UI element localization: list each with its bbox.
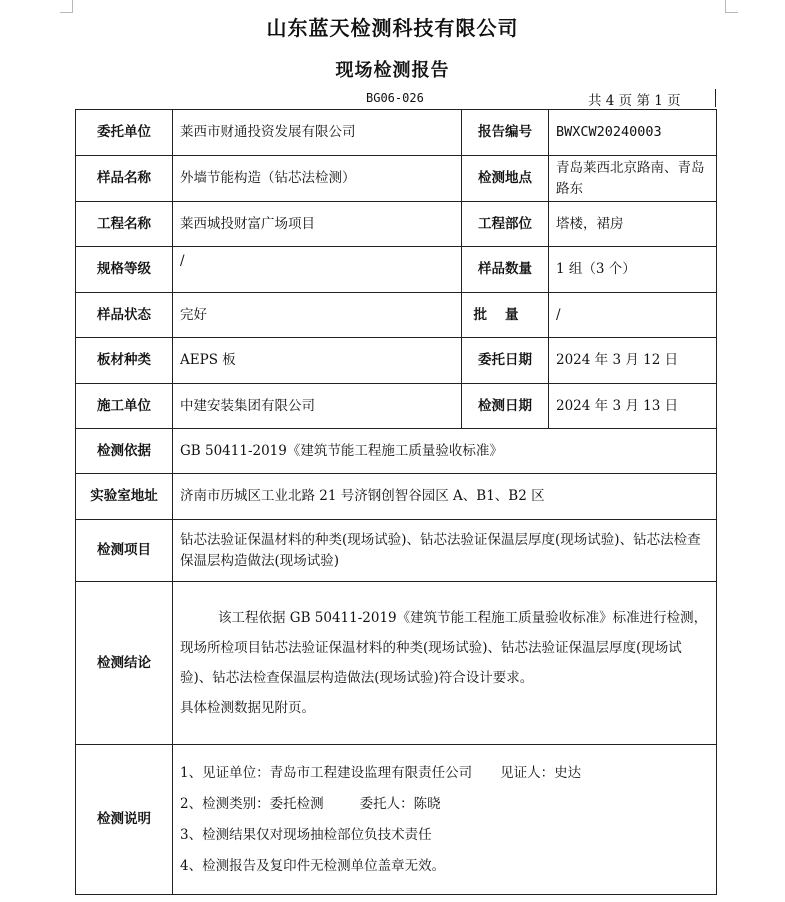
table-row	[76, 429, 717, 474]
client-value: 莱西市财通投资发展有限公司	[173, 110, 462, 156]
table-row	[76, 745, 717, 895]
conclusion-label: 检测结论	[76, 582, 173, 745]
basis-label: 检测依据	[76, 429, 173, 474]
lab-address-label: 实验室地址	[76, 474, 173, 520]
spec-label: 规格等级	[76, 247, 173, 293]
form-code: BG06-026	[366, 91, 424, 105]
entrust-date-value: 2024 年 3 月 12 日	[549, 338, 717, 384]
table-row	[76, 110, 717, 156]
board-label: 板材种类	[76, 338, 173, 384]
state-label: 样品状态	[76, 293, 173, 338]
conclusion-cell	[173, 582, 717, 745]
site-label: 检测地点	[462, 156, 549, 202]
table-row	[76, 293, 717, 338]
client-label: 委托单位	[76, 110, 173, 156]
table-row	[76, 384, 717, 429]
qty-value: 1 组（3 个）	[549, 247, 717, 293]
site-value: 青岛莱西北京路南、青岛路东	[549, 156, 717, 202]
table-row	[76, 474, 717, 520]
table-row	[76, 338, 717, 384]
table-row	[76, 247, 717, 293]
note-1-person: 见证人：史达	[500, 764, 582, 781]
table-row	[76, 156, 717, 202]
batch-value: /	[549, 293, 717, 338]
note-2-person: 委托人：陈晓	[359, 795, 441, 812]
entrust-date-label: 委托日期	[462, 338, 549, 384]
table-row	[76, 202, 717, 247]
report-no-value: BWXCW20240003	[549, 110, 717, 156]
sample-label: 样品名称	[76, 156, 173, 202]
items-label: 检测项目	[76, 520, 173, 582]
test-date-label: 检测日期	[462, 384, 549, 429]
report-no-label: 报告编号	[462, 110, 549, 156]
note-4: 4、检测报告及复印件无检测单位盖章无效。	[180, 857, 446, 874]
company-name: 山东蓝天检测科技有限公司	[266, 16, 519, 40]
note-1-unit: 1、见证单位：青岛市工程建设监理有限责任公司	[180, 764, 473, 781]
table-row	[76, 582, 717, 745]
project-label: 工程名称	[76, 202, 173, 247]
conclusion-text: 该工程依据 GB 50411-2019《建筑节能工程施工质量验收标准》标准进行检测，现场所检项目钻芯法验证保温材料的种类(现场试验)、钻芯法验证保温层厚度(现场试验)、钻芯法检查保温层构造做法(现场试验)符合设计要求。	[180, 610, 708, 686]
header-rule-tick	[715, 89, 716, 107]
note-2	[180, 789, 709, 820]
page-count: 共 4 页 第 1 页	[588, 93, 681, 109]
constructor-value: 中建安装集团有限公司	[173, 384, 462, 429]
notes-label: 检测说明	[76, 745, 173, 895]
sample-value: 外墙节能构造（钻芯法检测）	[173, 156, 462, 202]
report-title: 现场检测报告	[335, 60, 450, 81]
report-table	[75, 109, 717, 895]
items-value: 钻芯法验证保温材料的种类(现场试验)、钻芯法验证保温层厚度(现场试验)、钻芯法检查保温层构造做法(现场试验)	[173, 520, 717, 582]
batch-label: 批量	[462, 293, 549, 338]
project-value: 莱西城投财富广场项目	[173, 202, 462, 247]
notes-cell	[173, 745, 717, 895]
state-value: 完好	[173, 293, 462, 338]
lab-address-value: 济南市历城区工业北路 21 号济钢创智谷园区 A、B1、B2 区	[173, 474, 717, 520]
spec-value: /	[173, 247, 462, 293]
note-1	[180, 758, 709, 789]
table-row	[76, 520, 717, 582]
test-date-value: 2024 年 3 月 13 日	[549, 384, 717, 429]
note-3: 3、检测结果仅对现场抽检部位负技术责任	[180, 826, 432, 843]
part-value: 塔楼，裙房	[549, 202, 717, 247]
board-value: AEPS 板	[173, 338, 462, 384]
note-2-type: 2、检测类别：委托检测	[180, 795, 324, 812]
part-label: 工程部位	[462, 202, 549, 247]
constructor-label: 施工单位	[76, 384, 173, 429]
conclusion-extra: 具体检测数据见附页。	[180, 700, 315, 716]
qty-label: 样品数量	[462, 247, 549, 293]
basis-value: GB 50411-2019《建筑节能工程施工质量验收标准》	[173, 429, 717, 474]
